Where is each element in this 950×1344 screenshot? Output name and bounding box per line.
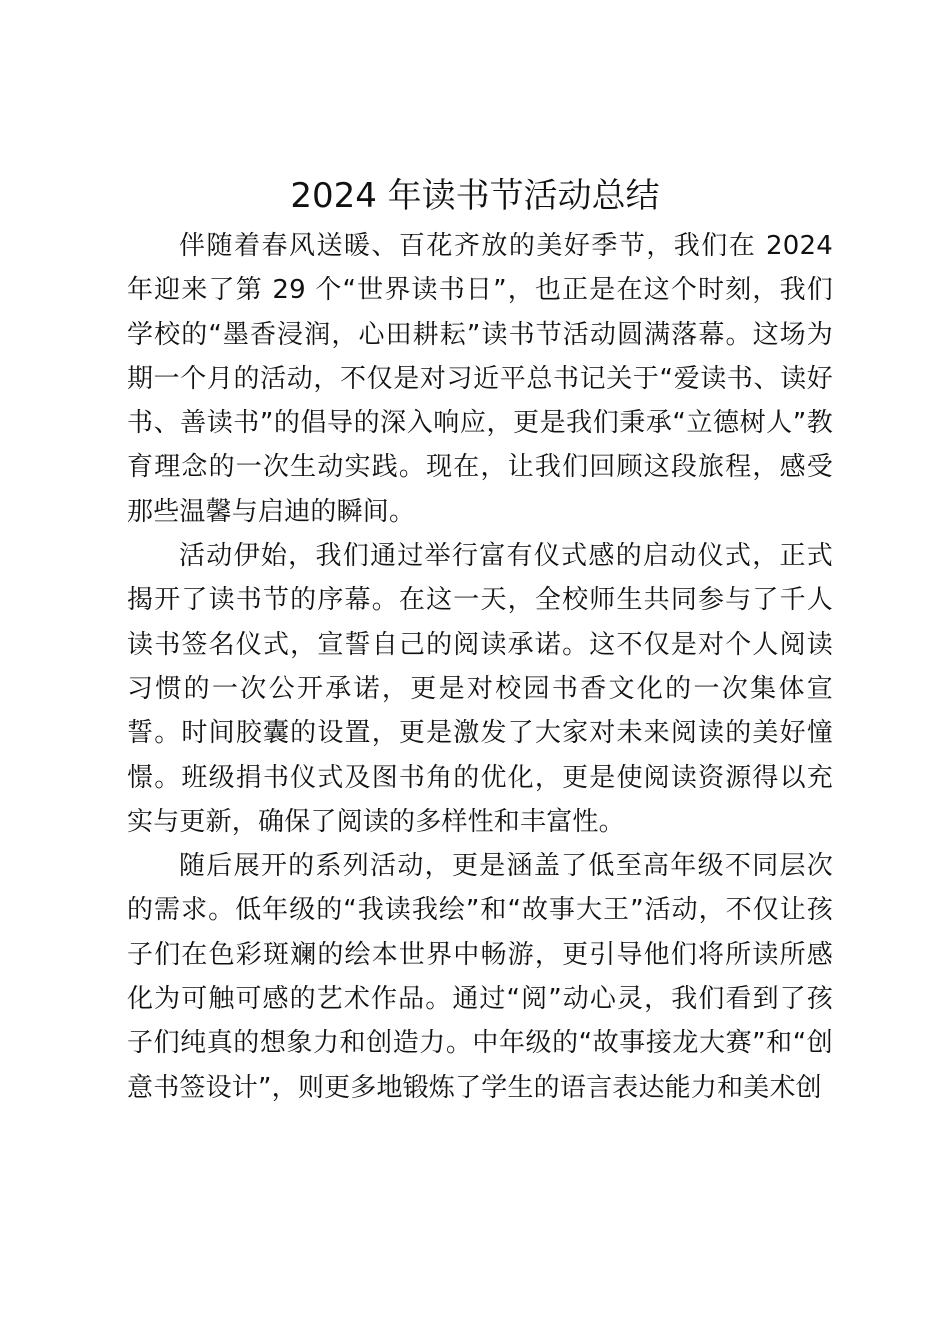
document-title: 2024 年读书节活动总结 [290,176,660,216]
paragraph-3: 随后展开的系列活动，更是涵盖了低至高年级不同层次的需求。低年级的“我读我绘”和“故事大王”活动，不仅让孩子们在色彩斑斓的绘本世界中畅游，更引导他们将所读所感化为可触可感的艺术作品。通过“阅”动心灵，我们看到了孩子们纯真的想象力和创造力。中年级的“故事接龙大赛”和“创意书签设计”，则更多地锻炼了学生的语言表达能力和美术创 [127,851,833,1103]
paragraph-1: 伴随着春风送暖、百花齐放的美好季节，我们在 2024 年迎来了第 29 个“世界读书日”，也正是在这个时刻，我们学校的“墨香浸润，心田耕耘”读书节活动圆满落幕。这场为期一个月的活动，不仅是对习近平总书记关于“爱读书、读好书、善读书”的倡导的深入响应，更是我们秉承“立德树人”教育理念的一次生动实践。现在，让我们回顾这段旅程，感受那些温馨与启迪的瞬间。 [127,231,833,527]
document-body [127,224,833,1110]
paragraph-2: 活动伊始，我们通过举行富有仪式感的启动仪式，正式揭开了读书节的序幕。在这一天，全校师生共同参与了千人读书签名仪式，宣誓自己的阅读承诺。这不仅是对个人阅读习惯的一次公开承诺，更是对校园书香文化的一次集体宣誓。时间胶囊的设置，更是激发了大家对未来阅读的美好憧憬。班级捐书仪式及图书角的优化，更是使阅读资源得以充实与更新，确保了阅读的多样性和丰富性。 [127,541,833,837]
